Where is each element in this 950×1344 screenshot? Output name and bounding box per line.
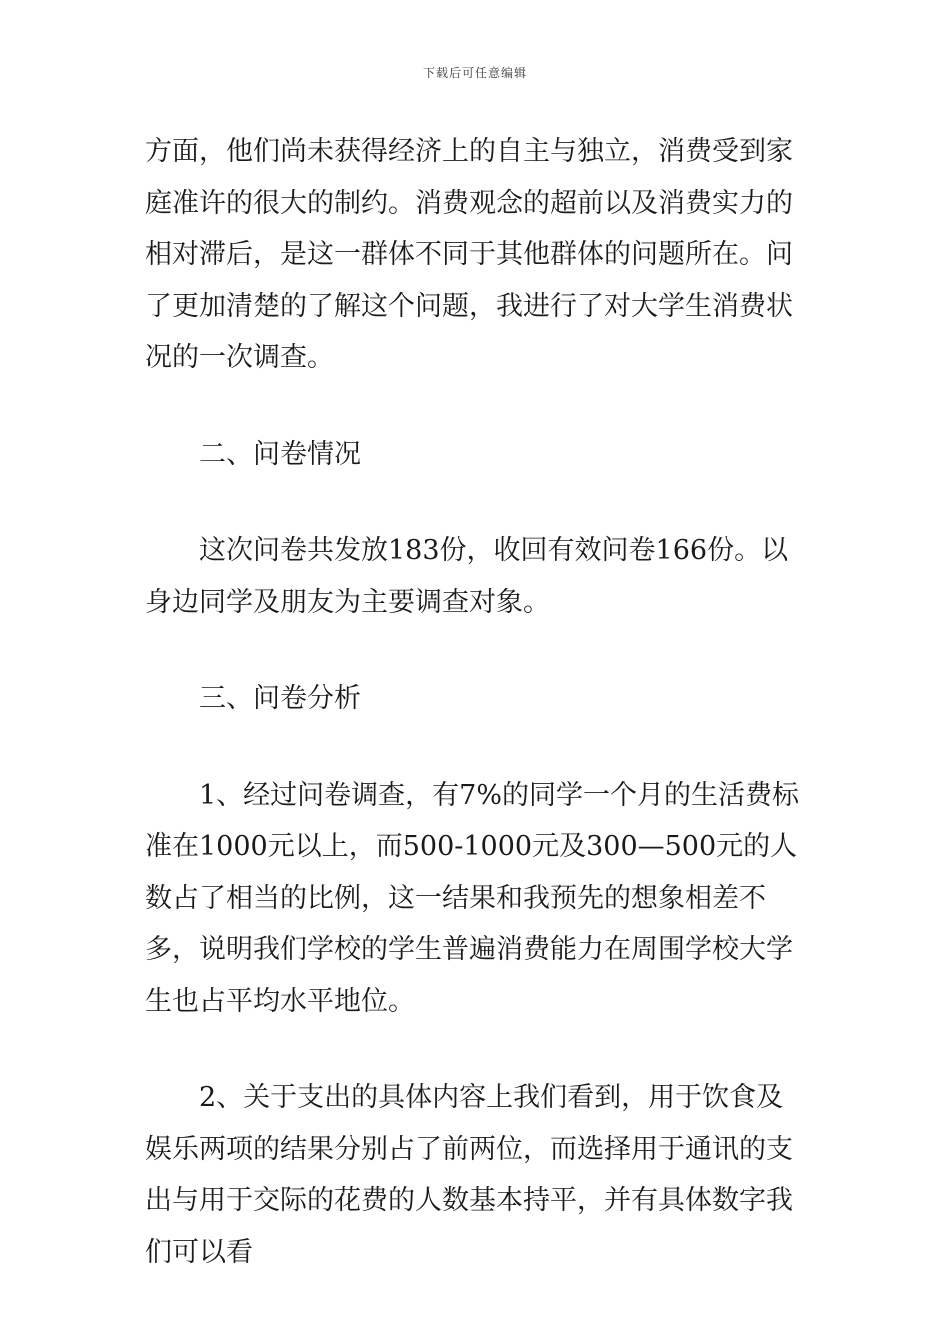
paragraph-analysis-1: 1、经过问卷调查，有7%的同学一个月的生活费标准在1000元以上，而500-1000元及300—500元的人数占了相当的比例，这一结果和我预先的想象相差不多，说明我们学校的学生普遍消费能力在周围学校大学生也占平均水平地位。 — [145, 779, 800, 1017]
section-heading-questionnaire: 二、问卷情况 — [199, 438, 361, 470]
section-heading-analysis: 三、问卷分析 — [199, 683, 361, 714]
paragraph-analysis-2: 2、关于支出的具体内容上我们看到，用于饮食及娱乐两项的结果分别占了前两位，而选择用于通讯的支出与用于交际的花费的人数基本持平，并有具体数字我们可以看 — [145, 1082, 793, 1268]
paragraph-questionnaire-info: 这次问卷共发放183份，收回有效问卷166份。以身边同学及朋友为主要调查对象。 — [145, 535, 789, 618]
document-body — [145, 126, 810, 1278]
paragraph-intro-continuation: 方面，他们尚未获得经济上的自主与独立，消费受到家庭准许的很大的制约。消费观念的超前以及消费实力的相对滞后，是这一群体不同于其他群体的问题所在。问了更加清楚的了解这个问题，我进行了对大学生消费状况的一次调查。 — [145, 136, 793, 373]
page-header: 下载后可任意编辑 — [422, 66, 527, 80]
